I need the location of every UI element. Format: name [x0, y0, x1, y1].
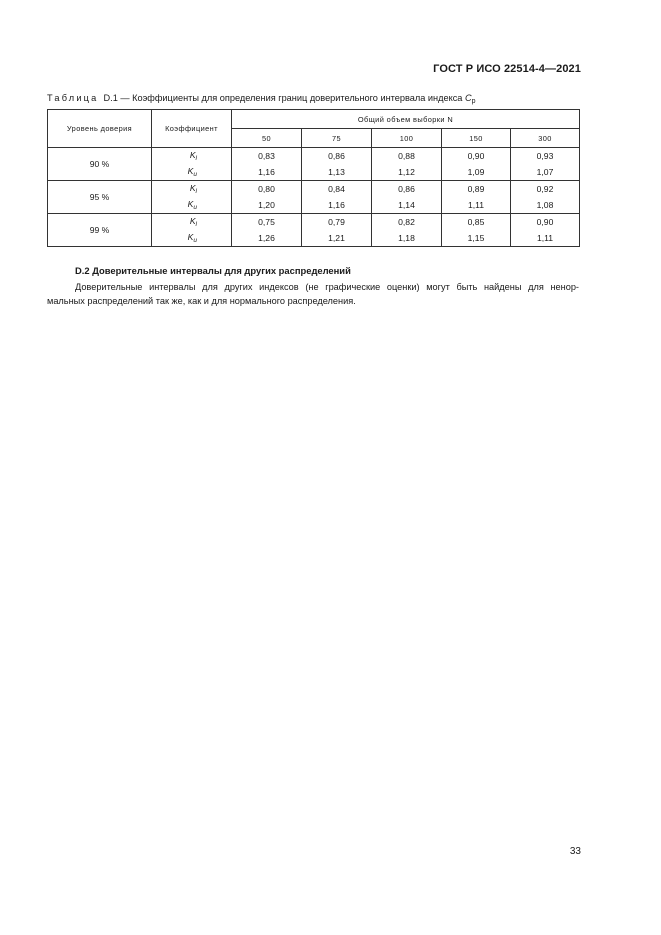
value-cell: 1,26: [232, 230, 302, 247]
header-coefficient: Коэффициент: [152, 110, 232, 148]
caption-text: — Коэффициенты для определения границ доверительного интервала индекса: [120, 93, 463, 103]
confidence-level-cell: 95 %: [48, 181, 152, 214]
value-cell: 1,15: [442, 230, 511, 247]
value-cell: 0,90: [442, 148, 511, 165]
coefficient-subscript: l: [195, 155, 197, 162]
value-cell: 1,20: [232, 197, 302, 214]
value-cell: 0,90: [511, 214, 580, 231]
sample-size-header: 300: [511, 129, 580, 148]
paragraph-line-1: Доверительные интервалы для других индексов (не графические оценки) могут быть найдены для ненор-: [75, 282, 579, 292]
value-cell: 1,12: [372, 164, 442, 181]
paragraph-line-2: мальных распределений так же, как и для нормального распределения.: [47, 296, 356, 306]
coefficient-cell: [152, 164, 232, 181]
coefficient-symbol: K: [187, 166, 194, 176]
value-cell: 0,75: [232, 214, 302, 231]
value-cell: 0,83: [232, 148, 302, 165]
coefficient-symbol: K: [187, 232, 194, 242]
coefficient-symbol: K: [189, 183, 196, 193]
caption-label: Таблица: [47, 93, 99, 103]
value-cell: 1,14: [372, 197, 442, 214]
document-id-header: ГОСТ Р ИСО 22514-4—2021: [433, 63, 581, 75]
value-cell: 1,08: [511, 197, 580, 214]
value-cell: 0,89: [442, 181, 511, 198]
value-cell: 0,80: [232, 181, 302, 198]
value-cell: 0,86: [302, 148, 372, 165]
coefficient-cell: [152, 148, 232, 165]
value-cell: 0,86: [372, 181, 442, 198]
coefficient-subscript: u: [193, 171, 197, 178]
table-row: [48, 214, 580, 231]
page-number: 33: [569, 846, 581, 857]
caption-symbol-sub: p: [471, 98, 476, 105]
confidence-level-cell: 99 %: [48, 214, 152, 247]
sample-size-header: 75: [302, 129, 372, 148]
value-cell: 0,92: [511, 181, 580, 198]
table-row: [48, 148, 580, 165]
coefficient-cell: [152, 214, 232, 231]
caption-number: D.1: [103, 93, 118, 103]
value-cell: 0,84: [302, 181, 372, 198]
value-cell: 0,82: [372, 214, 442, 231]
coefficient-symbol: K: [189, 150, 196, 160]
sample-size-header: 100: [372, 129, 442, 148]
value-cell: 0,79: [302, 214, 372, 231]
coefficient-cell: [152, 230, 232, 247]
section-paragraph: [47, 280, 579, 308]
coefficient-table: [47, 109, 580, 247]
value-cell: 1,21: [302, 230, 372, 247]
value-cell: 1,18: [372, 230, 442, 247]
coefficient-cell: [152, 181, 232, 198]
coefficient-subscript: u: [193, 237, 197, 244]
value-cell: 1,13: [302, 164, 372, 181]
value-cell: 1,16: [302, 197, 372, 214]
table-caption: [47, 93, 607, 105]
value-cell: 0,93: [511, 148, 580, 165]
caption-symbol: C: [464, 93, 472, 103]
header-sample-size: Общий объем выборки N: [232, 110, 580, 129]
confidence-level-cell: 90 %: [48, 148, 152, 181]
value-cell: 1,07: [511, 164, 580, 181]
value-cell: 1,11: [511, 230, 580, 247]
coefficient-symbol: K: [189, 216, 196, 226]
coefficient-cell: [152, 197, 232, 214]
coefficient-subscript: l: [195, 188, 197, 195]
header-confidence-level: Уровень доверия: [48, 110, 152, 148]
sample-size-header: 50: [232, 129, 302, 148]
value-cell: 1,11: [442, 197, 511, 214]
sample-size-header: 150: [442, 129, 511, 148]
coefficient-subscript: l: [195, 221, 197, 228]
table-row: [48, 181, 580, 198]
value-cell: 1,09: [442, 164, 511, 181]
coefficient-symbol: K: [187, 199, 194, 209]
coefficient-subscript: u: [193, 204, 197, 211]
value-cell: 1,16: [232, 164, 302, 181]
value-cell: 0,88: [372, 148, 442, 165]
section-title: D.2 Доверительные интервалы для других распределений: [75, 265, 351, 276]
value-cell: 0,85: [442, 214, 511, 231]
